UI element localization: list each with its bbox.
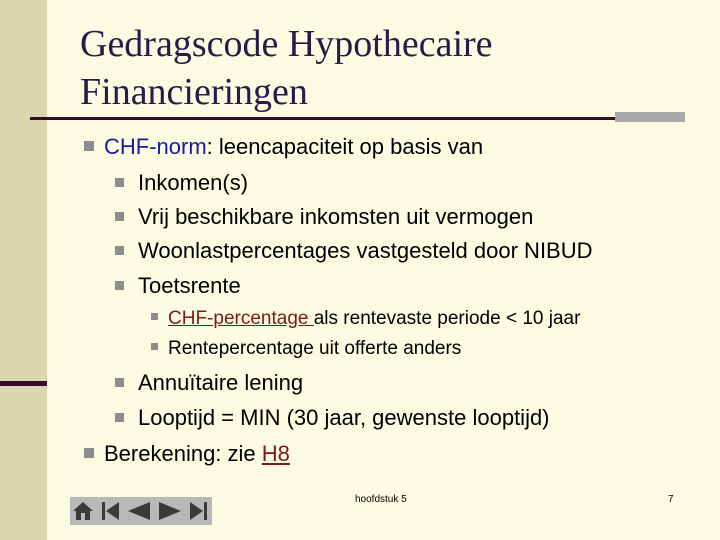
slide-navigation	[70, 497, 212, 525]
slide-title	[80, 20, 680, 116]
bullet-square-icon	[115, 246, 124, 255]
bullet-square-icon	[151, 343, 158, 350]
bullet-square-icon	[115, 178, 124, 187]
sub-item-toetsrente: Toetsrente	[115, 273, 241, 299]
bullet-berekening: Berekening: zie H8	[84, 441, 290, 467]
first-slide-icon[interactable]	[99, 500, 121, 522]
sub-item-vrij-beschikbare: Vrij beschikbare inkomsten uit vermogen	[115, 204, 533, 230]
title-line-2: Financieringen	[80, 71, 308, 113]
subsub-item-rentepercentage: Rentepercentage uit offerte anders	[151, 338, 461, 360]
last-slide-icon[interactable]	[188, 500, 210, 522]
previous-slide-icon[interactable]	[126, 500, 152, 522]
sub-item-looptijd: Looptijd = MIN (30 jaar, gewenste looptijd)	[115, 405, 550, 431]
title-line-1: Gedragscode Hypothecaire	[80, 23, 493, 65]
left-band	[0, 0, 47, 540]
sub-item-annuitaire: Annuïtaire lening	[115, 370, 303, 396]
h8-link[interactable]: H8	[261, 441, 290, 466]
footer-chapter-label: hoofdstuk 5	[355, 494, 407, 505]
chf-norm-text: : leencapaciteit op basis van	[206, 134, 484, 159]
bullet-square-icon	[115, 413, 124, 422]
left-accent-bar	[0, 381, 47, 386]
title-rule-shadow	[615, 112, 685, 122]
chf-norm-label: CHF-norm	[104, 134, 207, 159]
bullet-square-icon	[84, 141, 94, 151]
bullet-square-icon	[84, 448, 94, 458]
bullet-square-icon	[115, 281, 124, 290]
sub-item-inkomen: Inkomen(s)	[115, 170, 248, 196]
bullet-square-icon	[115, 212, 124, 221]
chf-percentage-link[interactable]: CHF-percentage	[168, 308, 314, 329]
bullet-square-icon	[115, 378, 124, 387]
bullet-chf-norm	[84, 134, 483, 160]
bullet-square-icon	[151, 313, 158, 320]
subsub-item-chf-percentage: CHF-percentage als rentevaste periode < 10 jaar	[151, 308, 580, 330]
next-slide-icon[interactable]	[157, 500, 183, 522]
sub-item-woonlast: Woonlastpercentages vastgesteld door NIBUD	[115, 238, 593, 264]
home-icon[interactable]	[72, 500, 94, 522]
page-number: 7	[668, 494, 674, 505]
title-rule	[30, 117, 620, 120]
